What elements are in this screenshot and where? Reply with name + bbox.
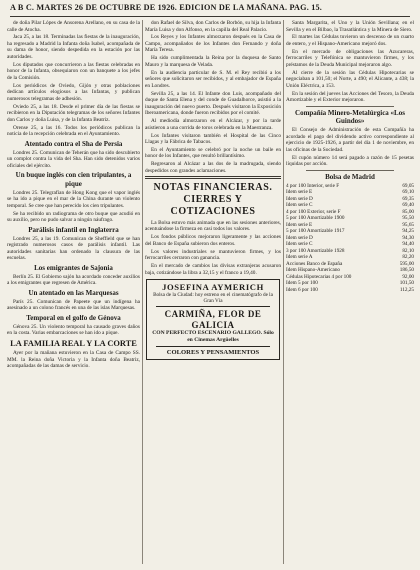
quote-label: Idem serie D (286, 234, 313, 241)
headline: Compañía Minero-Metalúrgica «Los Guindos» (295, 108, 405, 126)
paragraph: En la sesión del jueves las Acciones del Tesoro, la Deuda Amortizable y el Exterior mejoraron. (286, 90, 414, 104)
column-divider (283, 20, 284, 564)
ad-headline: JOSEFINA AYMERICH (162, 282, 264, 293)
paragraph: Los Reyes y los Infantes almorzaron después en la Casa de Campo, acompañados de los Infantes don Fernando y doña María Teresa. (145, 34, 281, 54)
quote-label: Idem serie E (286, 189, 313, 196)
headline: Un buque inglés con cien tripulantes, a pique (15, 171, 132, 188)
quote-label: Acciones Banco de España (286, 260, 343, 267)
separator (306, 106, 394, 107)
headline: Un atentado en las Marquesas (28, 288, 119, 297)
quote-value: 94,25 (402, 228, 414, 235)
column-divider (142, 20, 143, 564)
section-rule (145, 176, 281, 179)
quote-label: Idem Hispano-Americano (286, 267, 341, 274)
ad-divider (156, 306, 270, 307)
paragraph: Ayer por la mañana estuvieron en la Casa de Campo SS. MM. la Reina doña Victoria y la Infanta doña Beatriz, acompañadas de las damas de servicio. (7, 350, 140, 370)
headline: Los emigrantes de Sajonia (34, 263, 113, 272)
headline: Temporal en el golfo de Génova (26, 313, 121, 322)
headline: Atentado contra el Sha de Persia (24, 139, 123, 148)
headline: Bolsa de Madrid (325, 172, 375, 181)
quote-value: 69,35 (402, 195, 414, 202)
paragraph: El martes las Cédulas tuvieron un descenso de un cuarto de entero, y el Hispano-Americano mejoró dos. (286, 34, 414, 47)
paragraph: Jaca 25, a las 18. Terminadas las fiestas de la inauguración, ha regresado a Madrid la Infanta doña Isabel, acompañada de su dama de honor, siendo despedida en la estación por las autoridades. (7, 34, 140, 61)
quote-label: 4 por 100 Interior, serie F (286, 182, 340, 189)
headline: Parálisis infantil en Inglaterra (28, 225, 119, 234)
paragraph: En el mercado de cambios las divisas extranjeras acusaron baja, cotizándose la libra a 32,15 y el franco a 19,40. (145, 262, 281, 276)
paragraph: Sevilla 25, a las 14. El Infante don Luis, acompañado del duque de Santa Elena y del conde de Guadalhorce, asistió a la inauguración del nuevo puerto. Después visitaron la Exposición Iberoamericana, donde fueron recibidos por el comité. (145, 90, 281, 117)
paragraph: de doña Pilar Lópes de Ansorena Arellano, en su casa de la calle de Atocha. (7, 20, 140, 33)
paragraph: En el Ayuntamiento se celebró por la noche un baile en honor de los Infantes, que resultó brillantísimo. (145, 146, 281, 160)
quote-value: 186,50 (399, 267, 414, 274)
column-middle (145, 20, 281, 564)
paragraph: Génova 25. Un violento temporal ha causado graves daños en la costa. Varias embarcaciones se han ido a pique. (7, 323, 140, 337)
column-right (286, 20, 414, 564)
financial-notes-title: NOTAS FINANCIERAS. CIERRES Y COTIZACIONES (153, 182, 273, 217)
paragraph: Los periódicos de Oviedo, Gijón y otras poblaciones dedican artículos elogiosos a las Infantas, y publican numerosos telegramas de adhesión. (7, 82, 140, 102)
quote-value: 101,50 (399, 280, 414, 287)
section-headline: LA FAMILIA REAL Y LA CORTE (10, 338, 137, 348)
paragraph: El cupón número 14 será pagado a razón de 15 pesetas líquidas por acción. (286, 154, 414, 168)
quote-row (286, 287, 414, 294)
quote-value: 94,30 (402, 234, 414, 241)
paragraph: Berlín 25. El Gobierno sajón ha acordado conceder auxilios a los emigrantes que regresen de América. (7, 273, 140, 287)
paragraph: Santa Margarita, el Uno y la Unión Sevillana; en el Sevilla y en el Bilbao, la Trasatlántica y la Minera de Siero. (286, 20, 414, 33)
quote-label: 3 por 100 Amortizable 1928 (286, 247, 345, 254)
paragraph: Ha sido cumplimentada la Reina por la duquesa de Santo Mauro y la marquesa de Velada. (145, 55, 281, 68)
quote-label: Idem serie D (286, 195, 313, 202)
ad-text: CON PERFECTO ESCENARIO GALLEGO. Sólo en Cinemas Argüelles (152, 330, 274, 344)
ad-divider (156, 346, 270, 347)
paragraph: Londres 25. Comunican de Teherán que ha sido descubierto un complot contra la vida del Sha. Han sido detenidos varios oficiales del ejército. (7, 149, 140, 169)
paragraph: Regresaron al Alcázar a las dos de la madrugada, siendo despedidos con grandes aclamaciones. (145, 161, 281, 174)
paragraph: En el mercado de obligaciones las Azucareras, ferrocarriles y Telefónica se mantuvieron firmes, y los préstamos de la Deuda Municipal mejoraron algo. (286, 48, 414, 68)
header-rule (10, 16, 410, 17)
paragraph: Al mediodía almorzaron en el Alcázar, y por la tarde asistieron a una corrida de toros celebrada en la Maestranza. (145, 118, 281, 131)
quote-value: 595,00 (399, 260, 414, 267)
quote-label: 5 por 100 Amortizable 1900 (286, 215, 345, 222)
quote-value: 82,10 (402, 247, 414, 254)
paragraph: don Rafael de Silva, don Carlos de Borbón, su hija la Infanta María Luisa y don Alfonso, en la capilla del Real Palacio. (145, 20, 281, 33)
quote-label: Idem serie C (286, 202, 313, 209)
paragraph: Los Infantes visitaron también el Hospital de las Cinco Llagas y la Fábrica de Tabacos. (145, 132, 281, 146)
paragraph: Los valores industriales se mantuvieron firmes, y los ferrocarriles cerraron con ganancia. (145, 248, 281, 262)
quote-label: Cédulas Hipotecarias 4 por 100 (286, 273, 352, 280)
paragraph: París 25. Comunican de Papeete que un indígena ha asesinado a un colono francés en una de las islas Marquesas. (7, 298, 140, 312)
quote-label: Idem 6 por 100 (286, 286, 318, 293)
paragraph: Se ha recibido un radiograma de otro buque que acudió en su auxilio, pero no pudo salvar a ningún náufrago. (7, 210, 140, 224)
quote-value: 92,00 (402, 273, 414, 280)
quote-value: 82,20 (402, 254, 414, 261)
paragraph: La Bolsa estuvo más animada que en las sesiones anteriores, acentuándose la firmeza en casi todos los valores. (145, 219, 281, 233)
quote-value: 112,25 (399, 286, 414, 293)
ad-text: Bolsa de la Ciudad: hoy estreno en el cinematógrafo de la Gran Vía (153, 292, 273, 305)
quote-value: 69,10 (402, 189, 414, 196)
ad-film-title: COLORES Y PENSAMIENTOS (166, 348, 260, 356)
stock-quotes-list (286, 183, 414, 294)
quote-value: 95,65 (402, 221, 414, 228)
quote-label: 4 por 100 Exterior, serie F (286, 208, 341, 215)
paragraph: El Consejo de Administración de esta Compañía ha acordado el pago del dividendo activo correspondiente al ejercicio de 1925-1926, a partir del día 1 de noviembre, en las oficinas de la Sociedad. (286, 127, 414, 153)
paragraph: Orense 25, a las 16. Todos los periódicos publican la noticia de la recepción celebrada en el Ayuntamiento. (7, 124, 140, 138)
paragraph: Londres 25, a las 19. Comunican de Sheffield que se han registrado numerosos casos de parálisis infantil. Las autoridades sanitarias han ordenado la clausura de las escuelas. (7, 235, 140, 262)
quote-value: 69,40 (402, 202, 414, 209)
quote-label: Idem serie E (286, 221, 313, 228)
quote-value: 85,00 (402, 208, 414, 215)
paragraph: En la audiencia particular de S. M. el Rey recibió a los señores que solicitaron ser recibidos, y al embajador de España en Londres. (145, 69, 281, 89)
page-header: A B C. MARTES 26 DE OCTUBRE DE 1926. EDICION DE LA MAÑANA. PAG. 15. (10, 3, 323, 12)
paragraph: Los diputados que concurrieron a las fiestas celebradas en honor de la Infanta, obsequiaron con un banquete a los jefes de la Comisión. (7, 61, 140, 81)
quote-label: Idem serie A (286, 254, 313, 261)
paragraph: Oviedo 25, a las 18. Desde el primer día de las fiestas se recibieron en la Diputación telegramas de los señores Infantes don Carlos y doña Luisa, y de la Infanta Beatriz. (7, 103, 140, 123)
quote-value: 69,05 (402, 182, 414, 189)
paragraph: Los fondos públicos mejoraron ligeramente y las acciones del Banco de España subieron dos enteros. (145, 234, 281, 247)
cinema-advertisement (146, 279, 280, 360)
quote-value: 94,40 (402, 241, 414, 248)
ad-film-title: CARMIÑA, FLOR DE GALICIA (164, 309, 262, 330)
quote-label: Idem 5 por 100 (286, 280, 318, 287)
quote-value: 95,50 (402, 215, 414, 222)
paragraph: Al cierre de la sesión las Cédulas Hipotecarias se negociaban a 101,50; el Norte, a 490; el Alicante, a 438; la Unión Eléctrica, a 153. (286, 69, 414, 89)
paragraph: Londres 25. Telegrafían de Hong Kong que el vapor inglés se ha ido a pique en el mar de la China durante un violento temporal. Se cree que han perecido los cien tripulantes. (7, 189, 140, 209)
column-left (7, 20, 140, 564)
quote-label: Idem serie C (286, 241, 313, 248)
quote-label: 5 por 100 Amortizable 1917 (286, 228, 345, 235)
separator (306, 170, 394, 171)
